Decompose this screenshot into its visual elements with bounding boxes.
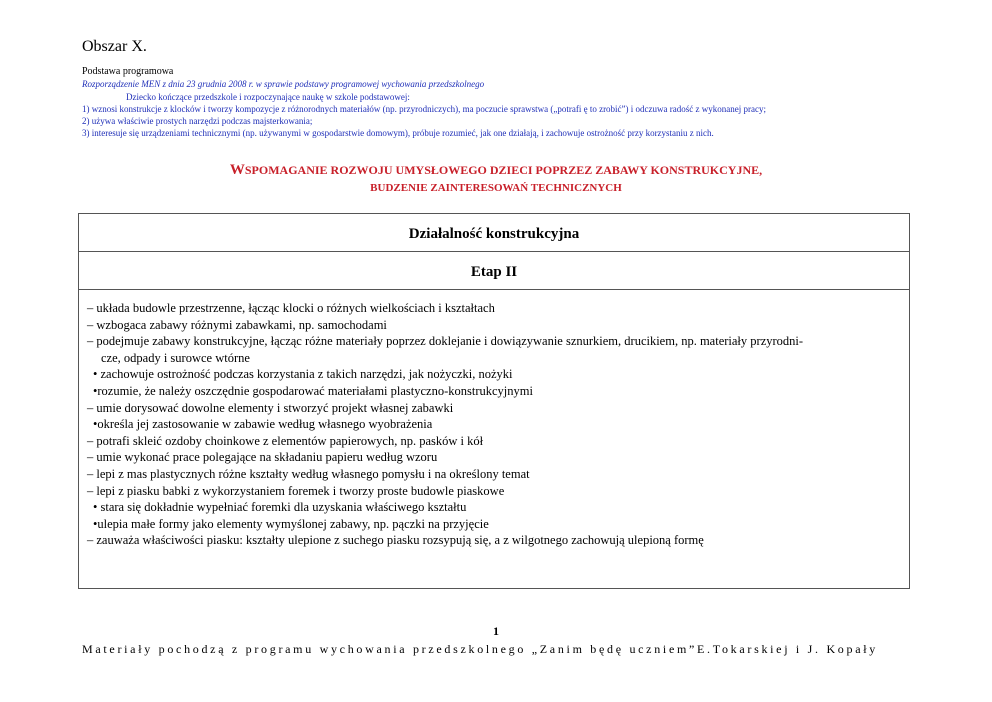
basis-label: Podstawa programowa [82, 66, 174, 77]
list-item: – podejmuje zabawy konstrukcyjne, łącząc różne materiały poprzez doklejanie i dowiązywanie sznurkiem, drucikiem, np. materiały przyrodni- [87, 334, 804, 349]
list-item: – umie wykonać prace polegające na składaniu papieru według wzoru [87, 450, 438, 465]
list-item: – potrafi skleić ozdoby choinkowe z elementów papierowych, np. pasków i kół [87, 433, 484, 448]
list-item: – zauważa właściwości piasku: kształty ulepione z suchego piasku rozsypują się, a z wilgotnego zachowują ulepioną formę [87, 533, 704, 548]
area-title: Obszar X. [82, 38, 147, 55]
footer-credit: Materiały pochodzą z programu wychowania przedszkolnego „Zanim będę uczniem”E.Tokarskiej i J. Kopały [82, 642, 878, 656]
list-item-continuation: cze, odpady i surowce wtórne [101, 350, 250, 365]
list-subitem: •rozumie, że należy oszczędnie gospodarować materiałami plastyczno-konstrukcyjnymi [93, 383, 533, 398]
requirement-1: 1) wznosi konstrukcje z klocków i tworzy kompozycje z różnorodnych materiałów (np. przyrodniczych), ma poczucie sprawstwa („potrafi ę to zrobić”) i odczuwa radość z wykonanej pracy; [82, 104, 766, 114]
list-item: – umie dorysować dowolne elementy i stworzyć projekt własnej zabawki [87, 400, 454, 415]
table-header-activity: Działalność konstrukcyjna [79, 214, 909, 252]
list-item: – wzbogaca zabawy różnymi zabawkami, np. samochodami [87, 317, 387, 332]
section-title-rest: SPOMAGANIE ROZWOJU UMYSŁOWEGO DZIECI POPRZEZ ZABAWY KONSTRUKCYJNE, [244, 163, 763, 177]
list-subitem: •ulepia małe formy jako elementy wymyślonej zabawy, np. pączki na przyjęcie [93, 516, 489, 531]
requirement-2: 2) używa właściwie prostych narzędzi podczas majsterkowania; [82, 116, 313, 126]
section-title-line-2: BUDZENIE ZAINTERESOWAŃ TECHNICZNYCH [370, 182, 622, 194]
list-item: – układa budowle przestrzenne, łącząc klocki o różnych wielkościach i kształtach [87, 301, 495, 315]
activity-table [78, 213, 910, 589]
list-item: – lepi z mas plastycznych różne kształty według własnego pomysłu i na określony temat [87, 466, 530, 481]
requirements-intro: Dziecko kończące przedszkole i rozpoczynające naukę w szkole podstawowej: [126, 92, 410, 102]
page-number: 1 [493, 624, 499, 638]
section-title-initial: W [229, 162, 245, 178]
table-header-stage: Etap II [79, 252, 909, 290]
table-content [79, 290, 909, 549]
requirement-3: 3) interesuje się urządzeniami technicznymi (np. używanymi w gospodarstwie domowym), próbuje rozumieć, jak one działają, i zachowuje ostrożność przy korzystaniu z nich. [82, 128, 714, 138]
section-title-line-1 [0, 162, 992, 179]
list-item: – lepi z piasku babki z wykorzystaniem foremek i tworzy proste budowle piaskowe [87, 483, 505, 498]
list-subitem: • zachowuje ostrożność podczas korzystania z takich narzędzi, jak nożyczki, nożyki [93, 367, 513, 382]
list-subitem: • stara się dokładnie wypełniać foremki dla uzyskania właściwego kształtu [93, 500, 467, 515]
regulation-reference: Rozporządzenie MEN z dnia 23 grudnia 2008 r. w sprawie podstawy programowej wychowania przedszkolnego [82, 79, 485, 89]
list-subitem: •określa jej zastosowanie w zabawie według własnego wyobrażenia [93, 417, 433, 432]
